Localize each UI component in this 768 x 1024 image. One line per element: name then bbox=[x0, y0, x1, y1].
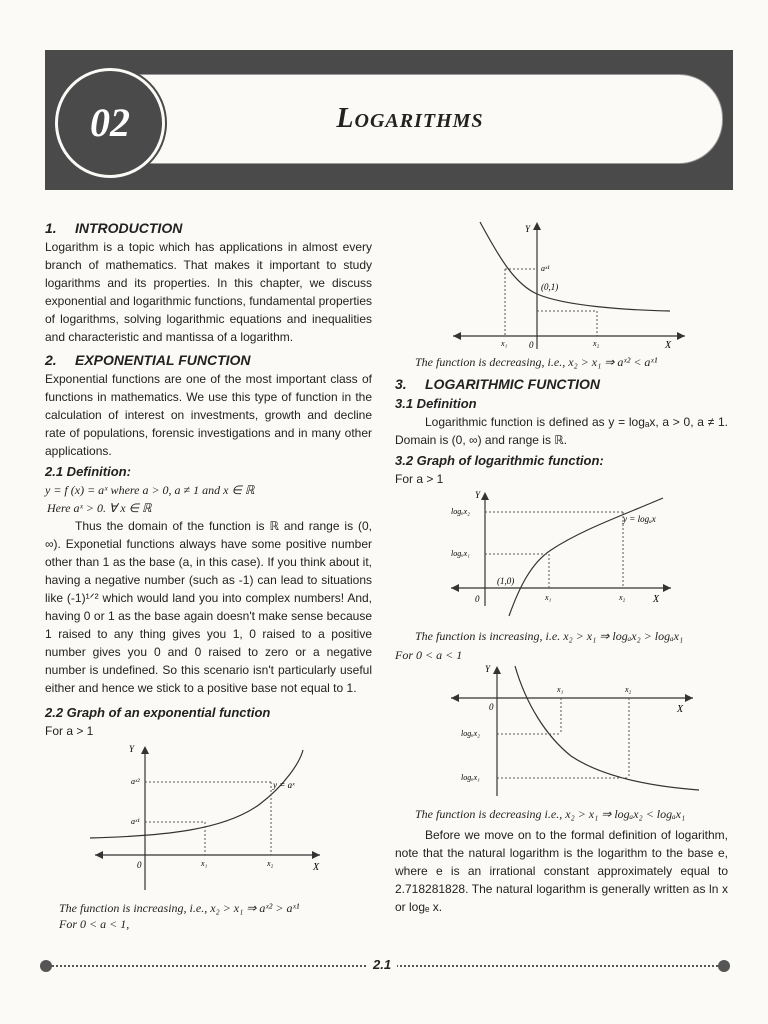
exponential-domain-text: Thus the domain of the function is ℝ and range is (0, ∞). Exponetial functions always have some positive number other than 1 as the base (a, in this case). If you think about it, having a negative number (such as -1) can lead to situations like (-1)¹ᐟ² which would land you into complex numbers! And, having 0 or 1 as the base again doesn't make sense because 1 raised to any thing gives you 1, 0 raised to a positive number gives you 0 and 0 raised to zero or a negative number is undefined. So this scenario isn't particularly useful either and hence we stick to a positive base not equal to 1. bbox=[45, 519, 372, 695]
y-label: Y bbox=[129, 744, 135, 754]
x-label: X bbox=[313, 862, 320, 873]
x2-label: x₂ bbox=[267, 859, 274, 868]
origin-label: 0 bbox=[529, 340, 534, 350]
for-a-between-0-1: For 0 < a < 1 bbox=[395, 648, 463, 662]
definition-line-1: y = f (x) = aˣ where a > 0, a ≠ 1 and x ∈ ℝ bbox=[45, 483, 255, 497]
x2-label: x₂ bbox=[619, 593, 626, 602]
exponential-increasing-graph bbox=[85, 740, 385, 900]
exponential-decreasing-graph bbox=[425, 214, 725, 354]
caption-2: The function is decreasing, i.e., x₂ > x₁ ⇒ aˣ² < aˣ¹ bbox=[415, 355, 658, 369]
exponential-intro-text: Exponential functions are one of the most important class of functions in mathematics. We use this type of function in the calculation of interest on investments, growth and decline rate of populations, forensic investigations and in many other applications. bbox=[45, 372, 372, 458]
footer-left-dot-icon bbox=[40, 960, 52, 972]
section-1-heading: 1. INTRODUCTION bbox=[45, 220, 183, 236]
for-a-greater-1-left: For a > 1 bbox=[45, 724, 94, 738]
y-arrow-icon bbox=[533, 222, 541, 230]
ax1-label: aˣ¹ bbox=[541, 264, 550, 273]
curve-label: y = logₐx bbox=[623, 514, 656, 524]
natural-log-text: Before we move on to the formal definition of logarithm, note that the natural logarithm is the logarithm to the base e, where e is an irrational constant approximately equal to 2.718281828. The natural logarithm is generally written as ln x or logₑ x. bbox=[395, 828, 728, 914]
x-arrow-left-icon bbox=[95, 851, 103, 859]
x-arrow-icon bbox=[312, 851, 320, 859]
x1-label: x₁ bbox=[501, 339, 508, 348]
origin-label: 0 bbox=[137, 860, 142, 870]
section-3-1-heading: 3.1 Definition bbox=[395, 396, 477, 411]
origin-label: 0 bbox=[475, 594, 480, 604]
left-column bbox=[45, 218, 372, 932]
y-label: Y bbox=[525, 224, 531, 234]
footer-right-dot-icon bbox=[718, 960, 730, 972]
y-arrow-icon bbox=[481, 492, 489, 500]
section-2-heading: 2. EXPONENTIAL FUNCTION bbox=[45, 352, 251, 368]
point-label: (1,0) bbox=[497, 576, 515, 586]
l1-label: logₐx₁ bbox=[451, 549, 470, 558]
chapter-number: 02 bbox=[90, 100, 130, 145]
caption-1b: For 0 < a < 1, bbox=[59, 917, 130, 931]
section-3-2-heading: 3.2 Graph of logarithmic function: bbox=[395, 453, 604, 468]
x2-label: x₂ bbox=[593, 339, 600, 348]
chapter-banner bbox=[45, 50, 733, 190]
page-footer bbox=[40, 958, 730, 974]
x-arrow-left-icon bbox=[451, 584, 459, 592]
y-label: Y bbox=[485, 664, 491, 674]
y-arrow-icon bbox=[493, 666, 501, 674]
x-arrow-icon bbox=[663, 584, 671, 592]
l2-label: logₐx₂ bbox=[451, 507, 470, 516]
x-arrow-left-icon bbox=[453, 332, 461, 340]
log-definition-text: Logarithmic function is defined as y = logₐx, a > 0, a ≠ 1. Domain is (0, ∞) and range is ℝ. bbox=[395, 415, 728, 447]
l1-label: logₐx₁ bbox=[461, 773, 480, 782]
caption-3: The function is increasing, i.e. x₂ > x₁ ⇒ logₐx₂ > logₐx₁ bbox=[415, 629, 684, 643]
x1-label: x₁ bbox=[557, 685, 564, 694]
x-label: X bbox=[677, 704, 684, 715]
page-number: 2.1 bbox=[367, 957, 397, 972]
x-arrow-left-icon bbox=[451, 694, 459, 702]
log-decay-curve bbox=[515, 666, 699, 790]
y-arrow-icon bbox=[141, 746, 149, 754]
x-label: X bbox=[665, 340, 672, 351]
definition-line-2: Here aˣ > 0. ∀ x ∈ ℝ bbox=[47, 501, 152, 515]
section-2-1-heading: 2.1 Definition: bbox=[45, 464, 131, 479]
chapter-number-badge bbox=[55, 68, 165, 178]
decay-curve bbox=[480, 222, 670, 311]
x2-label: x₂ bbox=[625, 685, 632, 694]
chapter-title: Logarithms bbox=[336, 103, 484, 134]
section-2-2-heading: 2.2 Graph of an exponential function bbox=[45, 705, 271, 720]
x-label: X bbox=[653, 594, 660, 605]
introduction-text: Logarithm is a topic which has applications in almost every branch of mathematics. That makes it important to study logarithms and its properties. In this chapter, we discuss exponential and logarithmic functions, fundamental properties of logarithms, solving logarithmic equations and inequalities and characteristic and mantissa of a logarithm. bbox=[45, 240, 372, 344]
ax2-label: aˣ² bbox=[131, 777, 140, 786]
x-arrow-icon bbox=[677, 332, 685, 340]
caption-1: The function is increasing, i.e., x₂ > x₁ ⇒ aˣ² > aˣ¹ bbox=[59, 901, 300, 915]
x1-label: x₁ bbox=[545, 593, 552, 602]
right-column bbox=[395, 214, 728, 916]
ax1-label: aˣ¹ bbox=[131, 817, 140, 826]
caption-4: The function is decreasing i.e., x₂ > x₁ ⇒ logₐx₂ < logₐx₁ bbox=[415, 807, 686, 821]
y-label: Y bbox=[475, 490, 481, 500]
for-a-greater-1-right: For a > 1 bbox=[395, 472, 444, 486]
origin-label: 0 bbox=[489, 702, 494, 712]
l2-label: logₐx₂ bbox=[461, 729, 480, 738]
x1-label: x₁ bbox=[201, 859, 208, 868]
x-arrow-icon bbox=[685, 694, 693, 702]
log-increasing-graph bbox=[431, 488, 731, 628]
log-decreasing-graph bbox=[431, 664, 731, 804]
point-label: (0,1) bbox=[541, 282, 559, 292]
section-3-heading: 3. LOGARITHMIC FUNCTION bbox=[395, 376, 600, 392]
curve-label: y = aˣ bbox=[273, 780, 295, 790]
